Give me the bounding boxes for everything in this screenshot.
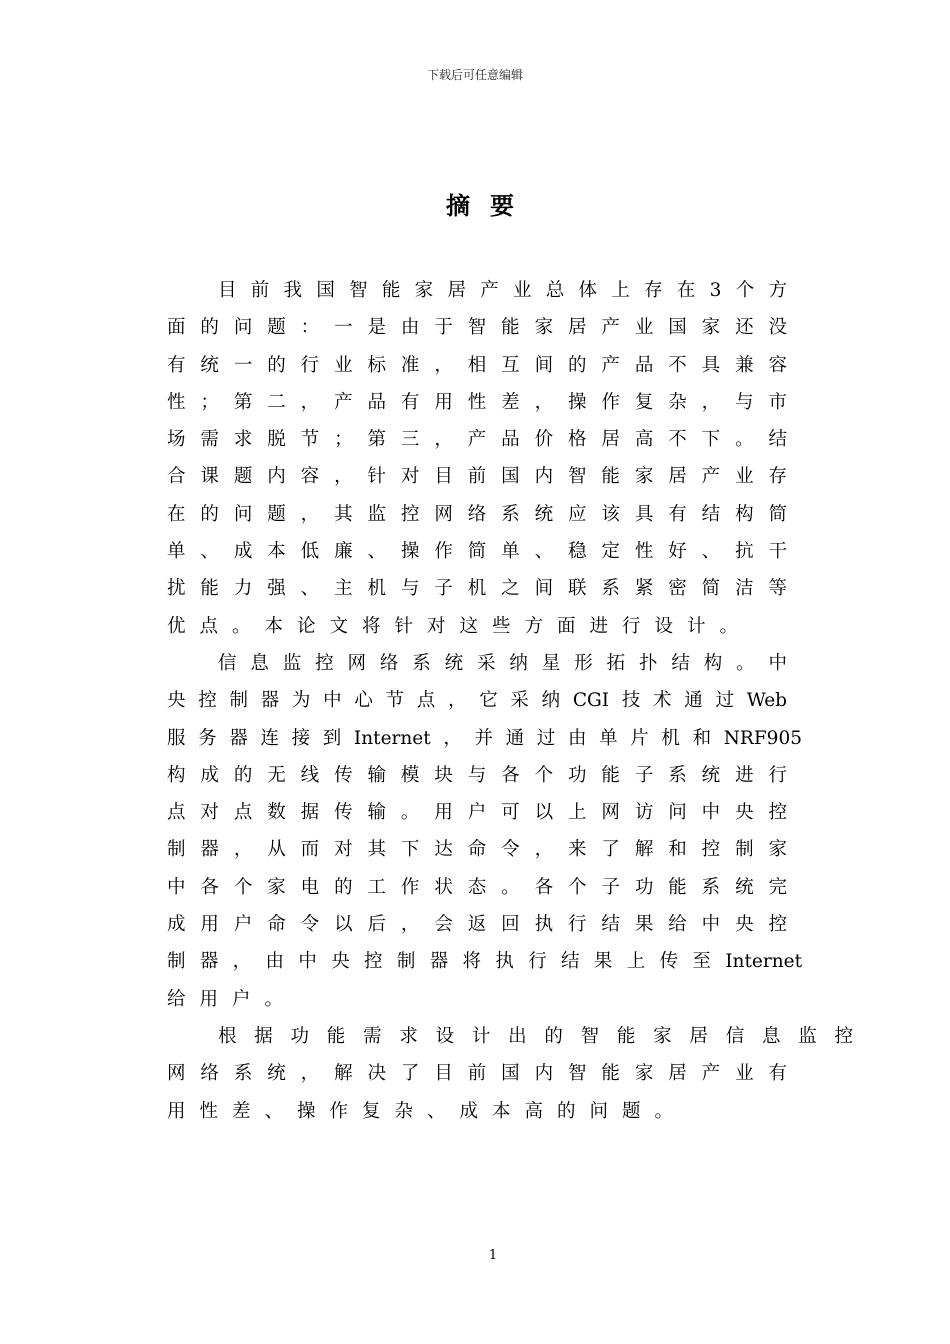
abstract-line: 在的问题，其监控网络系统应该具有结构简: [167, 503, 787, 525]
abstract-line: 根据功能需求设计出的智能家居信息监控: [218, 1025, 853, 1047]
abstract-line: 信息监控网络系统采纳星形拓扑结构。中: [218, 652, 787, 674]
abstract-line: 中各个家电的工作状态。各个子功能系统完: [167, 876, 787, 898]
abstract-line: 给用户。: [167, 988, 298, 1010]
abstract-line: 合课题内容，针对目前国内智能家居产业存: [167, 466, 787, 488]
page-title: 摘要: [446, 191, 534, 220]
abstract-line: 有统一的行业标准，相互间的产品不具兼容: [167, 354, 787, 376]
abstract-line: 面的问题：一是由于智能家居产业国家还没: [167, 317, 787, 339]
abstract-line: 制器，从而对其下达命令，来了解和控制家: [167, 839, 787, 861]
header-note: 下载后可任意编辑: [426, 68, 523, 82]
abstract-line: 央控制器为中心节点，它采纳CGI技术通过Web: [167, 690, 787, 712]
abstract-line: 服务器连接到Internet，并通过由单片机和NRF905: [167, 727, 802, 749]
abstract-line: 目前我国智能家居产业总体上存在3个方: [218, 280, 787, 301]
abstract-body: [167, 272, 853, 1130]
abstract-line: 点对点数据传输。用户可以上网访问中央控: [167, 802, 787, 824]
abstract-line: 成用户命令以后，会返回执行结果给中央控: [167, 914, 787, 936]
abstract-line: 构成的无线传输模块与各个功能子系统进行: [167, 764, 787, 786]
abstract-line: 扰能力强、主机与子机之间联系紧密简洁等: [167, 578, 787, 600]
abstract-line: 场需求脱节；第三，产品价格居高不下。结: [167, 429, 787, 451]
abstract-line: 优点。本论文将针对这些方面进行设计。: [167, 615, 753, 637]
abstract-line: 制器，由中央控制器将执行结果上传至Internet: [167, 951, 802, 973]
abstract-line: 性；第二，产品有用性差，操作复杂，与市: [167, 391, 787, 413]
page-number: 1: [488, 1248, 498, 1263]
abstract-line: 网络系统，解决了目前国内智能家居产业有: [167, 1063, 787, 1085]
abstract-line: 单、成本低廉、操作简单、稳定性好、抗干: [167, 541, 787, 563]
abstract-line: 用性差、操作复杂、成本高的问题。: [167, 1100, 688, 1122]
